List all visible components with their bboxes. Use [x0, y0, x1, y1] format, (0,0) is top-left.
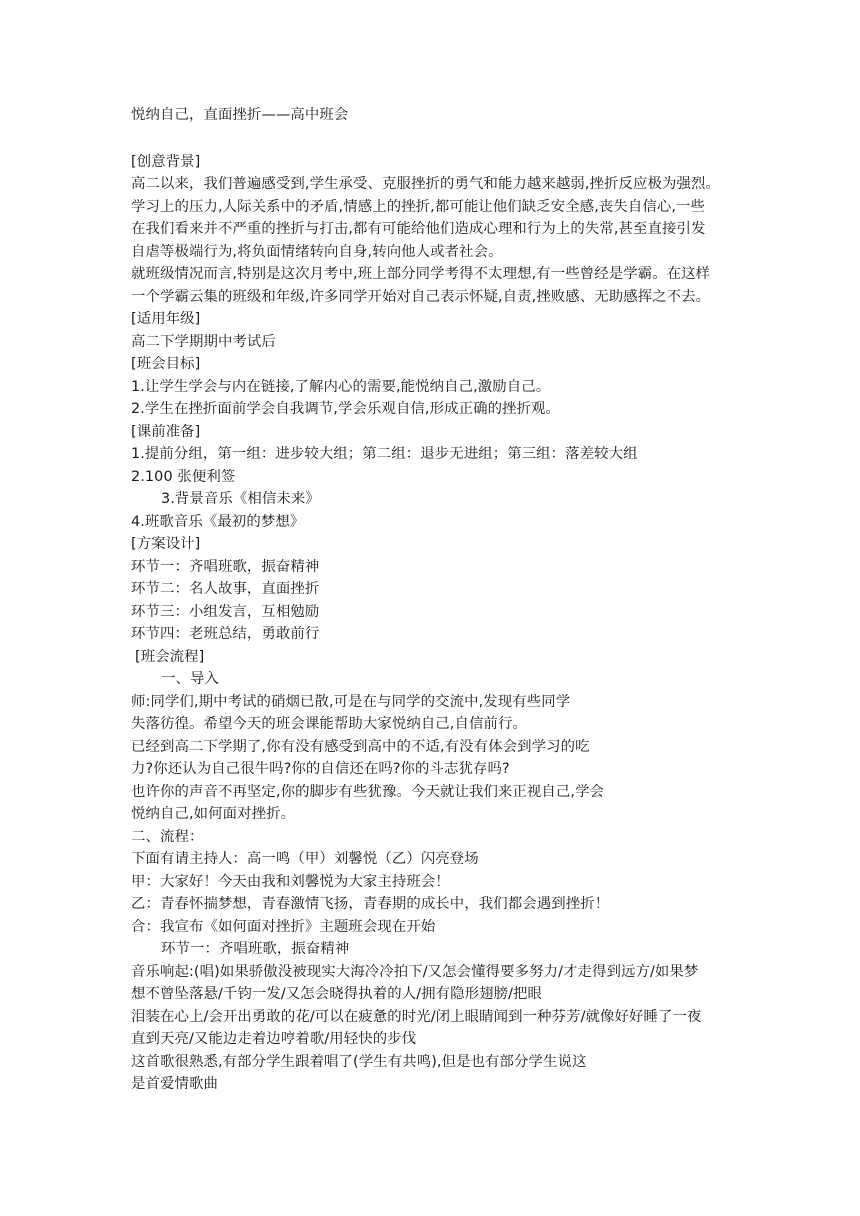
paragraph-line: 在我们看来并不严重的挫折与打击,都有可能给他们造成心理和行为上的失常,甚至直接引发 [131, 221, 706, 237]
intro-line: 悦纳自己,如何面对挫折。 [131, 806, 296, 822]
intro-line: 也许你的声音不再坚定,你的脚步有些犹豫。今天就让我们来正视自己,学会 [131, 784, 605, 800]
plan-item: 环节三：小组发言，互相勉励 [131, 604, 320, 620]
intro-line: 力?你还认为自己很牛吗?你的自信还在吗?你的斗志犹存吗? [131, 761, 510, 777]
grade-text: 高二下学期期中考试后 [131, 334, 276, 350]
section-heading-prep: [课前准备] [131, 424, 201, 440]
process-line: 乙：青春怀揣梦想，青春激情飞扬，青春期的成长中，我们都会遇到挫折！ [131, 896, 610, 912]
intro-heading: 一、导入 [161, 671, 219, 687]
music-line: 想不曾坠落悬/千钧一发/又怎会晓得执着的人/拥有隐形翅膀/把眼 [131, 986, 543, 1002]
plan-item: 环节四：老班总结，勇敢前行 [131, 626, 320, 642]
plan-item: 环节一：齐唱班歌，振奋精神 [131, 559, 320, 575]
paragraph-line: 高二以来，我们普遍感受到,学生承受、克服挫折的勇气和能力越来越弱,挫折反应极为强烈。 [131, 176, 720, 192]
music-line: 泪装在心上/会开出勇敢的花/可以在疲惫的时光/闭上眼睛闻到一种芬芳/就像好好睡了一夜 [131, 1009, 702, 1025]
intro-line: 师:同学们,期中考试的硝烟已散,可是在与同学的交流中,发现有些同学 [131, 694, 571, 710]
music-line: 这首歌很熟悉,有部分学生跟着唱了(学生有共鸣),但是也有部分学生说这 [131, 1054, 587, 1070]
intro-line: 已经到高二下学期了,你有没有感受到高中的不适,有没有体会到学习的吃 [131, 739, 590, 755]
section-heading-grade: [适用年级] [131, 311, 201, 327]
prep-item: 2.100 张便利签 [131, 469, 236, 485]
step1-heading: 环节一：齐唱班歌，振奋精神 [161, 941, 350, 957]
prep-item: 4.班歌音乐《最初的梦想》 [131, 514, 305, 530]
paragraph-line: 一个学霸云集的班级和年级,许多同学开始对自己表示怀疑,自责,挫败感、无助感挥之不去。 [131, 289, 711, 305]
music-line: 直到天亮/又能边走着边哼着歌/用轻快的步伐 [131, 1031, 417, 1047]
section-heading-flow: [班会流程] [135, 649, 205, 665]
process-heading: 二、流程： [131, 829, 204, 845]
prep-item: 1.提前分组，第一组：进步较大组；第二组：退步无进组；第三组：落差较大组 [131, 446, 638, 462]
goal-item: 2.学生在挫折面前学会自我调节,学会乐观自信,形成正确的挫折观。 [131, 401, 561, 417]
process-line: 甲：大家好！今天由我和刘馨悦为大家主持班会！ [131, 874, 450, 890]
paragraph-line: 学习上的压力,人际关系中的矛盾,情感上的挫折,都可能让他们缺乏安全感,丧失自信心,一些 [131, 199, 706, 215]
section-heading-plan: [方案设计] [131, 536, 201, 552]
section-heading-background: [创意背景] [131, 154, 201, 170]
process-line: 合：我宣布《如何面对挫折》主题班会现在开始 [131, 919, 436, 935]
plan-item: 环节二：名人故事，直面挫折 [131, 581, 320, 597]
document-title: 悦纳自己，直面挫折——高中班会 [131, 107, 349, 123]
music-line: 音乐响起:(唱)如果骄傲没被现实大海冷冷拍下/又怎会懂得要多努力/才走得到远方/如果梦 [131, 964, 699, 980]
process-line: 下面有请主持人：高一鸣（甲）刘馨悦（乙）闪亮登场 [131, 851, 479, 867]
intro-line: 失落彷徨。希望今天的班会课能帮助大家悦纳自己,自信前行。 [131, 716, 527, 732]
section-heading-goals: [班会目标] [131, 356, 201, 372]
prep-item: 3.背景音乐《相信未来》 [161, 491, 320, 507]
paragraph-line: 就班级情况而言,特别是这次月考中,班上部分同学考得不太理想,有一些曾经是学霸。在这样 [131, 266, 711, 282]
music-line: 是首爱情歌曲 [131, 1076, 218, 1092]
paragraph-line: 自虐等极端行为,将负面情绪转向自身,转向他人或者社会。 [131, 244, 503, 260]
goal-item: 1.让学生学会与内在链接,了解内心的需要,能悦纳自己,激励自己。 [131, 379, 551, 395]
